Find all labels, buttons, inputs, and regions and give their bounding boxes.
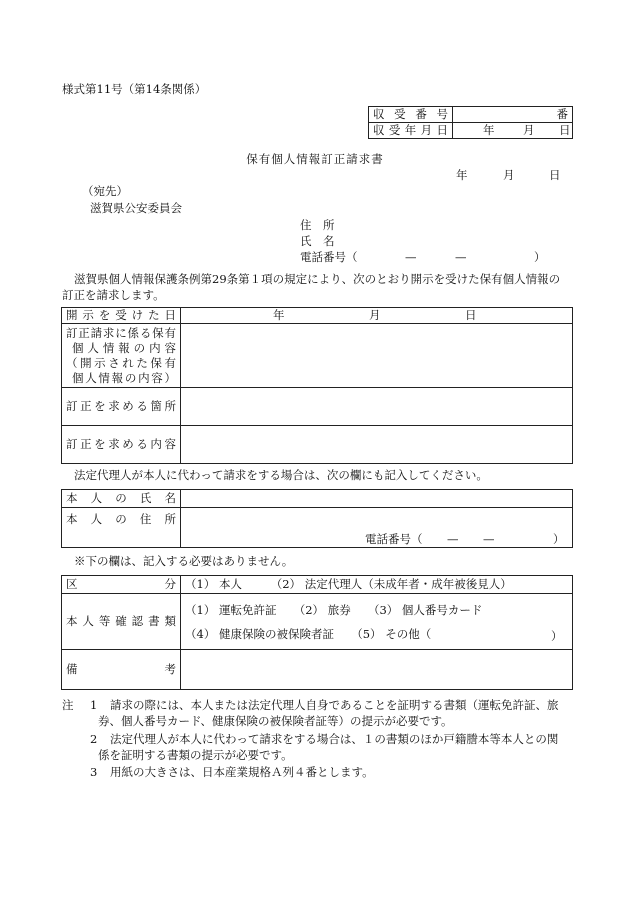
requester-address-label: 住 所 [300, 218, 335, 232]
receipt-number-field[interactable] [453, 107, 573, 123]
note-line: 券、個人番号カード、健康保険の被保険者証等）の提示が必要です。 [98, 714, 453, 728]
correction-content-field[interactable] [181, 426, 573, 464]
principal-name-label: 本人の氏名 [62, 490, 181, 508]
content-field[interactable] [181, 324, 573, 388]
proxy-note: 法定代理人が本人に代わって請求をする場合は、次の欄にも記入してください。 [74, 468, 488, 482]
page-title: 保有個人情報訂正請求書 [246, 152, 384, 166]
disclosure-day: 日 [465, 308, 477, 322]
receipt-month: 月 [523, 123, 535, 137]
office-note: ※下の欄は、記入する必要はありません。 [74, 554, 294, 568]
principal-name-field[interactable] [181, 490, 573, 508]
disclosure-date-field[interactable] [181, 308, 573, 324]
disclosure-date-label: 開示を受けた日 [62, 308, 181, 324]
content-label-line: （開示された保有 [66, 355, 176, 370]
receipt-number-suffix: 番 [556, 106, 568, 121]
correction-place-field[interactable] [181, 388, 573, 426]
note-num: 1 [90, 698, 98, 712]
notes-prefix: 注 [62, 698, 74, 712]
disclosure-month: 月 [369, 308, 381, 322]
principal-address-label: 本人の住所 [62, 508, 181, 548]
note-num: 3 [90, 765, 98, 779]
correction-place-label: 訂正を求める箇所 [62, 388, 181, 426]
note-line: 用紙の大きさは、日本産業規格Ａ列４番とします。 [110, 765, 374, 779]
form-number: 様式第11号（第14条関係） [62, 82, 207, 96]
intro-line-1: 滋賀県個人情報保護条例第29条第１項の規定により、次のとおり開示を受けた保有個人情報の [74, 272, 561, 286]
date-month: 月 [503, 168, 515, 182]
id-docs-label: 本人等確認書類 [62, 594, 181, 650]
note-line: 係を証明する書類の提示が必要です。 [98, 748, 293, 762]
requester-name-label: 氏 名 [300, 234, 335, 248]
disclosure-year: 年 [273, 308, 285, 322]
main-table [61, 307, 573, 464]
remarks-field[interactable] [181, 650, 573, 690]
date-year: 年 [456, 168, 468, 182]
note-line: 請求の際には、本人または法定代理人自身であることを証明する書類（運転免許証、旅 [110, 698, 559, 712]
remarks-label: 備考 [62, 650, 181, 690]
category-label: 区分 [62, 576, 181, 594]
content-label-line: 個人情報の内容 [72, 340, 176, 355]
addressee-label: （宛先） [82, 184, 128, 198]
receipt-year: 年 [483, 123, 495, 137]
content-label-line: 訂正請求に係る保有 [66, 325, 176, 340]
note-line: 法定代理人が本人に代わって請求をする場合は、１の書類のほか戸籍謄本等本人との関 [110, 732, 559, 746]
correction-content-label: 訂正を求める内容 [62, 426, 181, 464]
principal-phone-sep1: — [447, 532, 459, 546]
id-docs-field [181, 594, 573, 650]
receipt-date-label: 収受年月日 [369, 123, 453, 139]
principal-address-field[interactable] [181, 508, 573, 548]
requester-phone-label: 電話番号（ [300, 250, 358, 264]
receipt-table [368, 106, 573, 139]
content-label [62, 324, 181, 388]
content-label-line: 個人情報の内容） [72, 370, 176, 385]
receipt-date-field[interactable] [453, 123, 573, 139]
category-options: （1） 本人 （2） 法定代理人（未成年者・成年被後見人） [181, 576, 573, 594]
id-docs-line-1: （1） 運転免許証 （2） 旅券 （3） 個人番号カード [185, 602, 483, 617]
addressee-name: 滋賀県公安委員会 [90, 201, 182, 215]
requester-phone-sep2: — [455, 250, 467, 264]
id-docs-line-2: （4） 健康保険の被保険者証 （5） その他（ [185, 626, 432, 641]
receipt-number-label: 収 受 番 号 [369, 107, 453, 123]
office-table [61, 575, 573, 690]
requester-phone-close: ） [534, 250, 546, 264]
receipt-day: 日 [559, 123, 571, 137]
principal-phone-label: 電話番号（ [365, 532, 423, 546]
principal-phone-sep2: — [483, 532, 495, 546]
requester-phone-sep1: — [405, 250, 417, 264]
intro-line-2: 訂正を請求します。 [62, 288, 165, 302]
id-docs-close: ） [551, 629, 563, 643]
proxy-table [61, 489, 573, 548]
note-num: 2 [90, 732, 98, 746]
principal-phone-close: ） [553, 532, 565, 546]
date-day: 日 [549, 168, 561, 182]
